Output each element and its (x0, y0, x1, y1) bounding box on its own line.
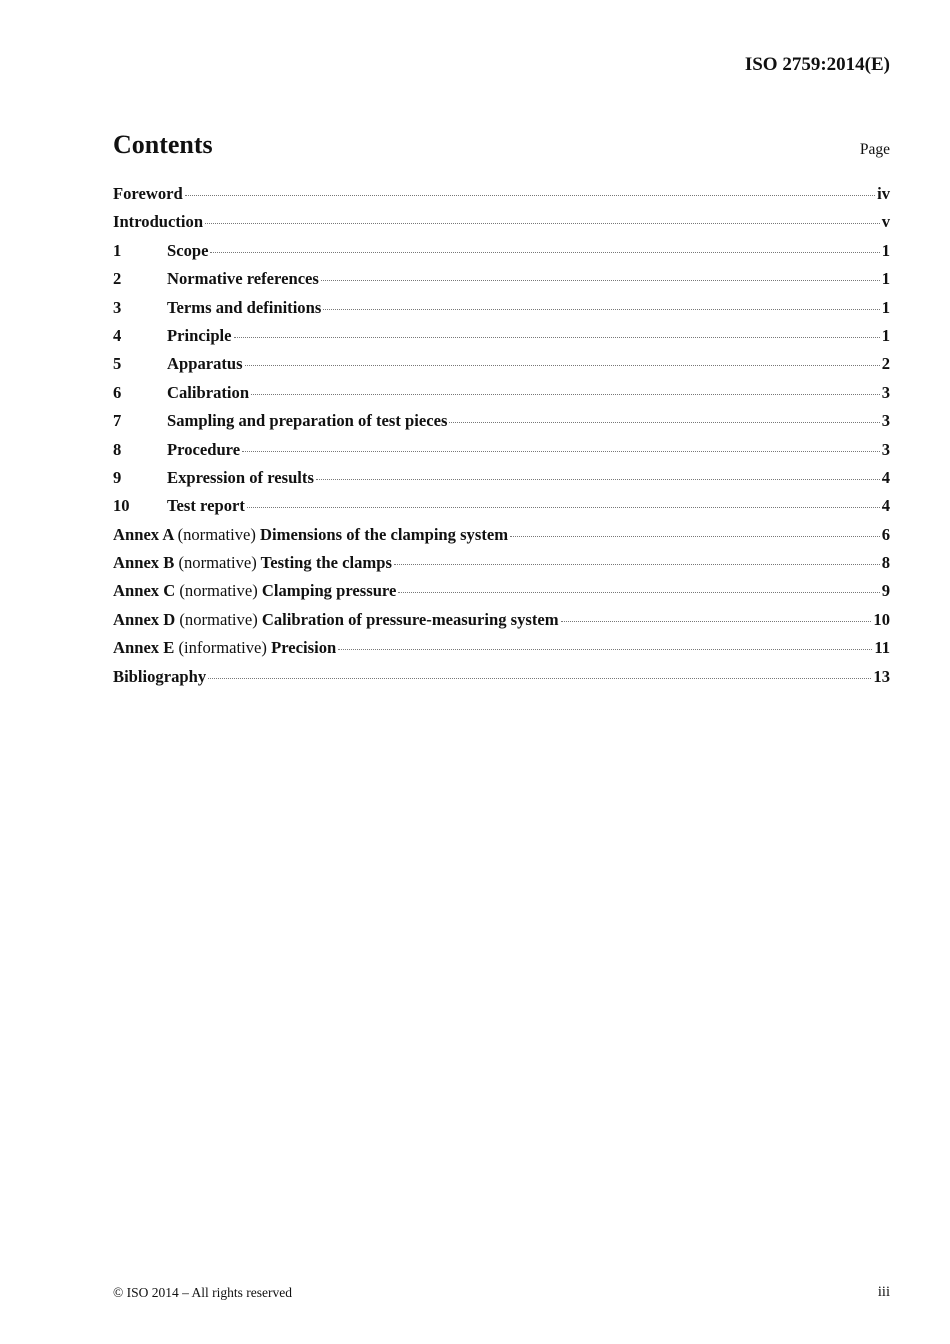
section-number: 10 (113, 496, 130, 516)
dot-leader (394, 564, 880, 565)
annex-title (113, 610, 559, 630)
entry-page: 13 (873, 666, 890, 686)
document-id: ISO 2759:2014(E) (744, 54, 890, 75)
section-number: 8 (113, 439, 122, 459)
entry-page: iv (877, 184, 890, 203)
entry-title: Test report (167, 496, 245, 516)
toc-entry[interactable] (113, 553, 890, 581)
dot-leader (321, 280, 880, 281)
toc-entry[interactable] (113, 610, 890, 638)
dot-leader (247, 507, 880, 508)
toc-entry[interactable] (113, 383, 890, 411)
dot-leader (234, 337, 880, 338)
toc-entry[interactable] (113, 298, 890, 326)
annex-type: (informative) (178, 638, 267, 658)
entry-title: Introduction (113, 212, 204, 232)
dot-leader (398, 592, 879, 593)
entry-title: Expression of results (167, 467, 314, 487)
entry-page: v (881, 212, 890, 232)
annex-id: Annex A (113, 524, 174, 544)
toc-entry[interactable] (113, 667, 890, 695)
section-number: 4 (113, 325, 122, 345)
dot-leader (210, 252, 879, 253)
annex-label: Precision (271, 638, 337, 658)
annex-type: (normative) (179, 609, 258, 629)
annex-label: Testing the clamps (260, 553, 392, 573)
entry-title: Normative references (167, 269, 319, 289)
annex-label: Calibration of pressure-measuring system (261, 609, 559, 629)
entry-page: 10 (873, 609, 890, 629)
entry-title: Bibliography (113, 666, 207, 686)
annex-label: Clamping pressure (261, 581, 397, 601)
section-number: 6 (113, 382, 122, 402)
toc-entry[interactable] (113, 184, 890, 212)
toc-entry[interactable] (113, 354, 890, 382)
entry-page: 8 (881, 553, 890, 573)
dot-leader (449, 422, 879, 423)
entry-page: 9 (881, 581, 890, 601)
entry-page: 11 (874, 638, 890, 658)
entry-page: 1 (881, 297, 890, 317)
entry-page: 4 (881, 496, 890, 516)
entry-page: 1 (881, 325, 890, 345)
annex-id: Annex D (113, 609, 176, 629)
entry-page: 3 (881, 411, 890, 431)
annex-type: (normative) (178, 553, 257, 573)
entry-title: Principle (167, 325, 232, 345)
dot-leader (242, 451, 880, 452)
dot-leader (338, 649, 872, 650)
annex-id: Annex C (113, 581, 176, 601)
dot-leader (561, 621, 872, 622)
entry-page: 6 (881, 524, 890, 544)
entry-page: 3 (881, 382, 890, 402)
toc-entry[interactable] (113, 525, 890, 553)
section-number: 2 (113, 269, 122, 289)
annex-type: (normative) (179, 581, 258, 601)
toc-entry[interactable] (113, 326, 890, 354)
annex-title (113, 525, 508, 545)
page-column-label: Page (859, 141, 890, 158)
toc-entry[interactable] (113, 269, 890, 297)
toc-entry[interactable] (113, 638, 890, 666)
entry-title: Calibration (167, 382, 250, 402)
dot-leader (510, 536, 880, 537)
entry-page: 1 (881, 240, 890, 260)
table-of-contents (113, 184, 890, 695)
toc-entry[interactable] (113, 212, 890, 240)
entry-title: Foreword (113, 184, 183, 203)
annex-title (113, 553, 392, 573)
annex-title (113, 638, 336, 658)
copyright-footer: © ISO 2014 – All rights reserved (113, 1285, 292, 1300)
dot-leader (323, 309, 879, 310)
dot-leader (208, 678, 871, 679)
entry-title: Procedure (167, 439, 241, 459)
entry-page: 1 (881, 269, 890, 289)
dot-leader (251, 394, 880, 395)
entry-title: Scope (167, 240, 209, 260)
toc-entry[interactable] (113, 581, 890, 609)
toc-entry[interactable] (113, 496, 890, 524)
annex-label: Dimensions of the clamping system (260, 524, 509, 544)
entry-title: Apparatus (167, 354, 243, 374)
section-number: 3 (113, 297, 122, 317)
toc-entry[interactable] (113, 411, 890, 439)
dot-leader (185, 195, 875, 196)
toc-entry[interactable] (113, 440, 890, 468)
annex-type: (normative) (177, 524, 256, 544)
entry-page: 3 (881, 439, 890, 459)
section-number: 9 (113, 467, 122, 487)
section-number: 7 (113, 411, 122, 431)
section-number: 1 (113, 240, 122, 260)
annex-title (113, 581, 396, 601)
dot-leader (316, 479, 880, 480)
page-title: Contents (113, 130, 213, 159)
annex-id: Annex E (113, 638, 175, 658)
entry-page: 4 (881, 467, 890, 487)
page-number: iii (877, 1284, 890, 1300)
toc-entry[interactable] (113, 241, 890, 269)
entry-title: Sampling and preparation of test pieces (167, 411, 448, 431)
entry-title: Terms and definitions (167, 297, 322, 317)
dot-leader (205, 223, 880, 224)
dot-leader (245, 365, 880, 366)
annex-id: Annex B (113, 553, 175, 573)
entry-page: 2 (881, 354, 890, 374)
section-number: 5 (113, 354, 122, 374)
toc-entry[interactable] (113, 468, 890, 496)
